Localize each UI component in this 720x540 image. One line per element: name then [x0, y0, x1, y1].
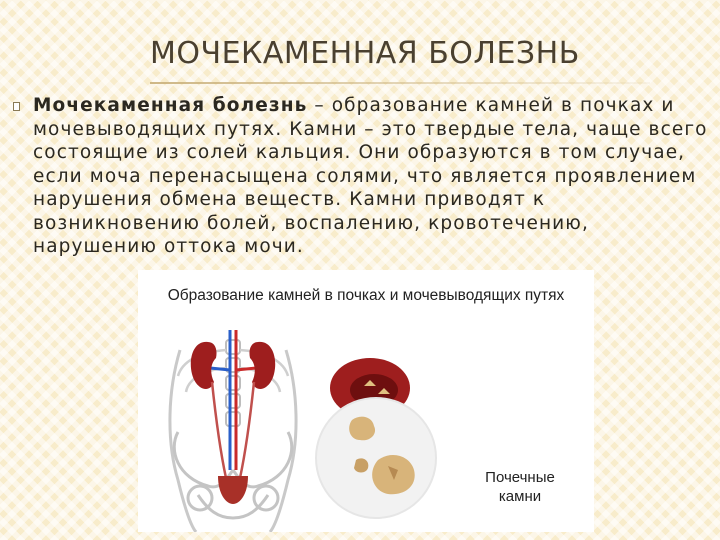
body-paragraph — [33, 94, 718, 259]
kidney-icon — [191, 342, 275, 389]
bullet-square-icon — [13, 102, 20, 111]
stones-label-line2: камни — [498, 488, 542, 505]
title-underline — [150, 82, 650, 84]
slide-title: МОЧЕКАМЕННАЯ БОЛЕЗНЬ — [150, 36, 580, 71]
stones-label-line1: Почечные — [485, 469, 555, 486]
kidney-stones-icon — [316, 398, 436, 518]
spine-icon — [226, 340, 240, 426]
body-definition: – образование камней в почках и мочевыводящих путях. Камни – это твердые тела, чаще всего состоящие из солей кальция. Они образуются в том случае, если моча перенасыщена солями, что является проявлением нарушения обмена веществ. Камни приводят к возникновению болей, воспалению, кровотечению, нарушению оттока мочи. — [33, 95, 708, 257]
body-term: Мочекаменная болезнь — [33, 95, 308, 116]
ureter-icon — [212, 382, 254, 478]
stones-label — [472, 468, 568, 506]
bladder-icon — [218, 476, 248, 504]
kidney-stones-figure — [138, 270, 594, 532]
pelvis-icon — [174, 432, 292, 518]
figure-caption: Образование камней в почках и мочевыводящих путях — [167, 287, 565, 304]
